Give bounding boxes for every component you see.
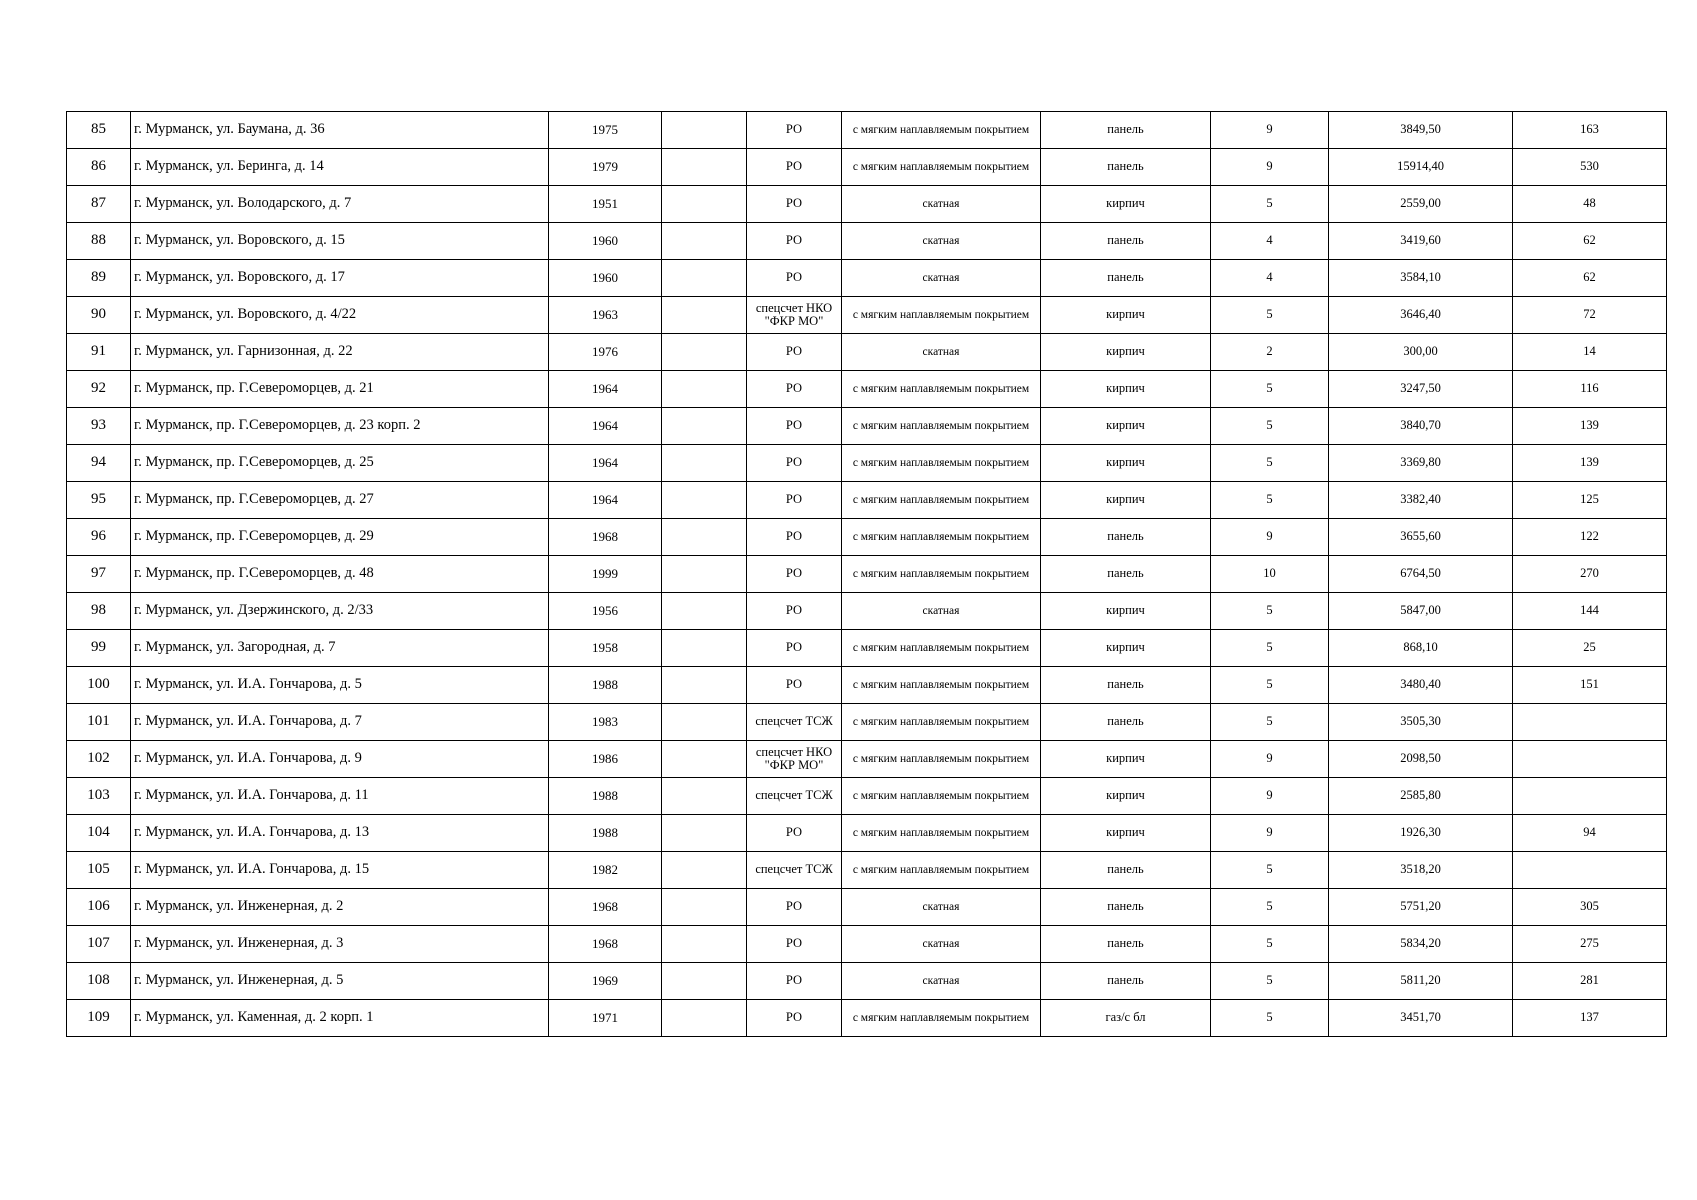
wall-material-cell: панель (1041, 704, 1211, 741)
empty-cell (662, 630, 747, 667)
table-row (67, 371, 1667, 408)
roof-type-cell: с мягким наплавляемым покрытием (842, 149, 1041, 186)
table-row (67, 186, 1667, 223)
wall-material-cell: кирпич (1041, 815, 1211, 852)
fund-method-cell: РО (747, 556, 842, 593)
area-cell: 3451,70 (1329, 1000, 1513, 1037)
fund-method-cell: спецсчет НКО "ФКР МО" (747, 741, 842, 778)
row-number-cell: 92 (67, 371, 131, 408)
row-number-cell: 95 (67, 482, 131, 519)
wall-material-cell: панель (1041, 926, 1211, 963)
row-number-cell: 100 (67, 667, 131, 704)
floors-cell: 4 (1211, 223, 1329, 260)
residents-cell: 122 (1513, 519, 1667, 556)
table-row (67, 556, 1667, 593)
area-cell: 3369,80 (1329, 445, 1513, 482)
wall-material-cell: панель (1041, 889, 1211, 926)
wall-material-cell: кирпич (1041, 186, 1211, 223)
build-year-cell: 1976 (549, 334, 662, 371)
residents-cell: 94 (1513, 815, 1667, 852)
build-year-cell: 1963 (549, 297, 662, 334)
area-cell: 3655,60 (1329, 519, 1513, 556)
empty-cell (662, 408, 747, 445)
floors-cell: 5 (1211, 963, 1329, 1000)
build-year-cell: 1964 (549, 408, 662, 445)
fund-method-cell: РО (747, 815, 842, 852)
residents-cell: 116 (1513, 371, 1667, 408)
empty-cell (662, 704, 747, 741)
area-cell: 3840,70 (1329, 408, 1513, 445)
table-row (67, 815, 1667, 852)
wall-material-cell: панель (1041, 223, 1211, 260)
row-number-cell: 88 (67, 223, 131, 260)
fund-method-cell: РО (747, 371, 842, 408)
build-year-cell: 1982 (549, 852, 662, 889)
area-cell: 300,00 (1329, 334, 1513, 371)
row-number-cell: 103 (67, 778, 131, 815)
roof-type-cell: скатная (842, 260, 1041, 297)
floors-cell: 5 (1211, 186, 1329, 223)
roof-type-cell: скатная (842, 334, 1041, 371)
roof-type-cell: скатная (842, 926, 1041, 963)
table-row (67, 667, 1667, 704)
table-row (67, 260, 1667, 297)
build-year-cell: 1968 (549, 519, 662, 556)
roof-type-cell: с мягким наплавляемым покрытием (842, 852, 1041, 889)
residents-cell: 137 (1513, 1000, 1667, 1037)
address-cell: г. Мурманск, ул. Дзержинского, д. 2/33 (131, 593, 549, 630)
floors-cell: 9 (1211, 149, 1329, 186)
empty-cell (662, 852, 747, 889)
empty-cell (662, 112, 747, 149)
area-cell: 5834,20 (1329, 926, 1513, 963)
area-cell: 3584,10 (1329, 260, 1513, 297)
empty-cell (662, 482, 747, 519)
empty-cell (662, 815, 747, 852)
empty-cell (662, 741, 747, 778)
table-row (67, 852, 1667, 889)
fund-method-cell: спецсчет ТСЖ (747, 704, 842, 741)
empty-cell (662, 149, 747, 186)
floors-cell: 5 (1211, 482, 1329, 519)
wall-material-cell: панель (1041, 112, 1211, 149)
roof-type-cell: с мягким наплавляемым покрытием (842, 741, 1041, 778)
row-number-cell: 98 (67, 593, 131, 630)
row-number-cell: 99 (67, 630, 131, 667)
address-cell: г. Мурманск, пр. Г.Североморцев, д. 25 (131, 445, 549, 482)
empty-cell (662, 371, 747, 408)
build-year-cell: 1964 (549, 482, 662, 519)
empty-cell (662, 667, 747, 704)
table-body (67, 112, 1667, 1037)
build-year-cell: 1956 (549, 593, 662, 630)
fund-method-cell: РО (747, 223, 842, 260)
address-cell: г. Мурманск, ул. И.А. Гончарова, д. 7 (131, 704, 549, 741)
table-row (67, 704, 1667, 741)
table-row (67, 112, 1667, 149)
fund-method-cell: РО (747, 408, 842, 445)
address-cell: г. Мурманск, ул. Баумана, д. 36 (131, 112, 549, 149)
wall-material-cell: панель (1041, 519, 1211, 556)
area-cell: 1926,30 (1329, 815, 1513, 852)
wall-material-cell: кирпич (1041, 408, 1211, 445)
table-row (67, 741, 1667, 778)
area-cell: 3382,40 (1329, 482, 1513, 519)
floors-cell: 9 (1211, 519, 1329, 556)
build-year-cell: 1988 (549, 667, 662, 704)
empty-cell (662, 593, 747, 630)
roof-type-cell: с мягким наплавляемым покрытием (842, 297, 1041, 334)
roof-type-cell: скатная (842, 223, 1041, 260)
floors-cell: 5 (1211, 667, 1329, 704)
fund-method-cell: РО (747, 260, 842, 297)
row-number-cell: 94 (67, 445, 131, 482)
row-number-cell: 97 (67, 556, 131, 593)
row-number-cell: 87 (67, 186, 131, 223)
build-year-cell: 1975 (549, 112, 662, 149)
residents-cell: 14 (1513, 334, 1667, 371)
area-cell: 5751,20 (1329, 889, 1513, 926)
address-cell: г. Мурманск, ул. И.А. Гончарова, д. 15 (131, 852, 549, 889)
residents-cell: 530 (1513, 149, 1667, 186)
table-row (67, 445, 1667, 482)
empty-cell (662, 334, 747, 371)
area-cell: 3247,50 (1329, 371, 1513, 408)
empty-cell (662, 223, 747, 260)
residents-cell (1513, 852, 1667, 889)
build-year-cell: 1983 (549, 704, 662, 741)
address-cell: г. Мурманск, ул. Инженерная, д. 5 (131, 963, 549, 1000)
table-row (67, 408, 1667, 445)
roof-type-cell: скатная (842, 963, 1041, 1000)
residents-cell: 62 (1513, 260, 1667, 297)
table-row (67, 963, 1667, 1000)
floors-cell: 5 (1211, 297, 1329, 334)
build-year-cell: 1964 (549, 371, 662, 408)
fund-method-cell: спецсчет ТСЖ (747, 778, 842, 815)
address-cell: г. Мурманск, пр. Г.Североморцев, д. 27 (131, 482, 549, 519)
area-cell: 5847,00 (1329, 593, 1513, 630)
residents-cell: 275 (1513, 926, 1667, 963)
roof-type-cell: с мягким наплавляемым покрытием (842, 815, 1041, 852)
wall-material-cell: кирпич (1041, 371, 1211, 408)
floors-cell: 5 (1211, 852, 1329, 889)
roof-type-cell: скатная (842, 593, 1041, 630)
area-cell: 6764,50 (1329, 556, 1513, 593)
table-row (67, 593, 1667, 630)
wall-material-cell: панель (1041, 852, 1211, 889)
address-cell: г. Мурманск, ул. Загородная, д. 7 (131, 630, 549, 667)
area-cell: 3518,20 (1329, 852, 1513, 889)
area-cell: 3505,30 (1329, 704, 1513, 741)
fund-method-cell: РО (747, 482, 842, 519)
fund-method-cell: РО (747, 630, 842, 667)
row-number-cell: 106 (67, 889, 131, 926)
address-cell: г. Мурманск, ул. Гарнизонная, д. 22 (131, 334, 549, 371)
residents-cell: 270 (1513, 556, 1667, 593)
roof-type-cell: скатная (842, 889, 1041, 926)
residents-cell: 48 (1513, 186, 1667, 223)
floors-cell: 4 (1211, 260, 1329, 297)
empty-cell (662, 778, 747, 815)
residents-cell: 281 (1513, 963, 1667, 1000)
area-cell: 2559,00 (1329, 186, 1513, 223)
row-number-cell: 107 (67, 926, 131, 963)
table-row (67, 519, 1667, 556)
table-row (67, 1000, 1667, 1037)
build-year-cell: 1988 (549, 778, 662, 815)
fund-method-cell: РО (747, 593, 842, 630)
table-row (67, 334, 1667, 371)
residents-cell: 144 (1513, 593, 1667, 630)
empty-cell (662, 556, 747, 593)
address-cell: г. Мурманск, ул. Каменная, д. 2 корп. 1 (131, 1000, 549, 1037)
roof-type-cell: с мягким наплавляемым покрытием (842, 630, 1041, 667)
roof-type-cell: с мягким наплавляемым покрытием (842, 1000, 1041, 1037)
table-row (67, 630, 1667, 667)
area-cell: 3480,40 (1329, 667, 1513, 704)
address-cell: г. Мурманск, пр. Г.Североморцев, д. 29 (131, 519, 549, 556)
roof-type-cell: с мягким наплавляемым покрытием (842, 445, 1041, 482)
address-cell: г. Мурманск, пр. Г.Североморцев, д. 48 (131, 556, 549, 593)
wall-material-cell: газ/с бл (1041, 1000, 1211, 1037)
address-cell: г. Мурманск, пр. Г.Североморцев, д. 23 корп. 2 (131, 408, 549, 445)
roof-type-cell: с мягким наплавляемым покрытием (842, 667, 1041, 704)
fund-method-cell: РО (747, 186, 842, 223)
floors-cell: 9 (1211, 741, 1329, 778)
wall-material-cell: панель (1041, 667, 1211, 704)
wall-material-cell: кирпич (1041, 778, 1211, 815)
area-cell: 3646,40 (1329, 297, 1513, 334)
residents-cell: 139 (1513, 408, 1667, 445)
wall-material-cell: панель (1041, 149, 1211, 186)
table-row (67, 926, 1667, 963)
residents-cell (1513, 704, 1667, 741)
empty-cell (662, 1000, 747, 1037)
fund-method-cell: РО (747, 445, 842, 482)
fund-method-cell: РО (747, 149, 842, 186)
row-number-cell: 108 (67, 963, 131, 1000)
wall-material-cell: кирпич (1041, 593, 1211, 630)
empty-cell (662, 926, 747, 963)
address-cell: г. Мурманск, ул. Володарского, д. 7 (131, 186, 549, 223)
roof-type-cell: с мягким наплавляемым покрытием (842, 556, 1041, 593)
floors-cell: 5 (1211, 926, 1329, 963)
wall-material-cell: кирпич (1041, 741, 1211, 778)
wall-material-cell: кирпич (1041, 482, 1211, 519)
table-row (67, 889, 1667, 926)
wall-material-cell: панель (1041, 556, 1211, 593)
empty-cell (662, 963, 747, 1000)
floors-cell: 5 (1211, 371, 1329, 408)
empty-cell (662, 519, 747, 556)
residents-cell: 305 (1513, 889, 1667, 926)
fund-method-cell: РО (747, 889, 842, 926)
build-year-cell: 1986 (549, 741, 662, 778)
row-number-cell: 102 (67, 741, 131, 778)
floors-cell: 9 (1211, 112, 1329, 149)
address-cell: г. Мурманск, ул. Беринга, д. 14 (131, 149, 549, 186)
empty-cell (662, 186, 747, 223)
floors-cell: 5 (1211, 704, 1329, 741)
address-cell: г. Мурманск, ул. Воровского, д. 17 (131, 260, 549, 297)
floors-cell: 10 (1211, 556, 1329, 593)
wall-material-cell: кирпич (1041, 445, 1211, 482)
residents-cell: 25 (1513, 630, 1667, 667)
row-number-cell: 105 (67, 852, 131, 889)
residents-cell: 62 (1513, 223, 1667, 260)
floors-cell: 5 (1211, 889, 1329, 926)
build-year-cell: 1964 (549, 445, 662, 482)
fund-method-cell: РО (747, 519, 842, 556)
build-year-cell: 1971 (549, 1000, 662, 1037)
fund-method-cell: РО (747, 1000, 842, 1037)
row-number-cell: 89 (67, 260, 131, 297)
row-number-cell: 96 (67, 519, 131, 556)
build-year-cell: 1958 (549, 630, 662, 667)
floors-cell: 5 (1211, 630, 1329, 667)
residents-cell: 151 (1513, 667, 1667, 704)
empty-cell (662, 297, 747, 334)
empty-cell (662, 889, 747, 926)
build-year-cell: 1968 (549, 889, 662, 926)
wall-material-cell: панель (1041, 260, 1211, 297)
row-number-cell: 104 (67, 815, 131, 852)
build-year-cell: 1979 (549, 149, 662, 186)
row-number-cell: 93 (67, 408, 131, 445)
row-number-cell: 109 (67, 1000, 131, 1037)
residents-cell (1513, 741, 1667, 778)
roof-type-cell: с мягким наплавляемым покрытием (842, 482, 1041, 519)
row-number-cell: 91 (67, 334, 131, 371)
area-cell: 3849,50 (1329, 112, 1513, 149)
area-cell: 2585,80 (1329, 778, 1513, 815)
address-cell: г. Мурманск, ул. И.А. Гончарова, д. 9 (131, 741, 549, 778)
residents-cell: 163 (1513, 112, 1667, 149)
build-year-cell: 1969 (549, 963, 662, 1000)
area-cell: 2098,50 (1329, 741, 1513, 778)
empty-cell (662, 260, 747, 297)
roof-type-cell: с мягким наплавляемым покрытием (842, 519, 1041, 556)
residents-cell: 139 (1513, 445, 1667, 482)
roof-type-cell: с мягким наплавляемым покрытием (842, 704, 1041, 741)
table-row (67, 778, 1667, 815)
empty-cell (662, 445, 747, 482)
address-cell: г. Мурманск, пр. Г.Североморцев, д. 21 (131, 371, 549, 408)
build-year-cell: 1951 (549, 186, 662, 223)
residents-cell (1513, 778, 1667, 815)
wall-material-cell: кирпич (1041, 630, 1211, 667)
table-row (67, 482, 1667, 519)
area-cell: 868,10 (1329, 630, 1513, 667)
area-cell: 3419,60 (1329, 223, 1513, 260)
roof-type-cell: скатная (842, 186, 1041, 223)
floors-cell: 5 (1211, 408, 1329, 445)
row-number-cell: 85 (67, 112, 131, 149)
wall-material-cell: панель (1041, 963, 1211, 1000)
address-cell: г. Мурманск, ул. Воровского, д. 4/22 (131, 297, 549, 334)
fund-method-cell: РО (747, 926, 842, 963)
table-row (67, 149, 1667, 186)
address-cell: г. Мурманск, ул. Инженерная, д. 3 (131, 926, 549, 963)
fund-method-cell: РО (747, 963, 842, 1000)
fund-method-cell: спецсчет ТСЖ (747, 852, 842, 889)
residents-cell: 72 (1513, 297, 1667, 334)
address-cell: г. Мурманск, ул. И.А. Гончарова, д. 13 (131, 815, 549, 852)
floors-cell: 9 (1211, 815, 1329, 852)
roof-type-cell: с мягким наплавляемым покрытием (842, 112, 1041, 149)
housing-registry-table (66, 111, 1667, 1037)
table-row (67, 223, 1667, 260)
roof-type-cell: с мягким наплавляемым покрытием (842, 408, 1041, 445)
area-cell: 15914,40 (1329, 149, 1513, 186)
address-cell: г. Мурманск, ул. Инженерная, д. 2 (131, 889, 549, 926)
floors-cell: 5 (1211, 445, 1329, 482)
fund-method-cell: РО (747, 112, 842, 149)
roof-type-cell: с мягким наплавляемым покрытием (842, 371, 1041, 408)
floors-cell: 2 (1211, 334, 1329, 371)
build-year-cell: 1988 (549, 815, 662, 852)
fund-method-cell: спецсчет НКО "ФКР МО" (747, 297, 842, 334)
wall-material-cell: кирпич (1041, 334, 1211, 371)
row-number-cell: 90 (67, 297, 131, 334)
wall-material-cell: кирпич (1041, 297, 1211, 334)
address-cell: г. Мурманск, ул. И.А. Гончарова, д. 11 (131, 778, 549, 815)
row-number-cell: 101 (67, 704, 131, 741)
fund-method-cell: РО (747, 334, 842, 371)
area-cell: 5811,20 (1329, 963, 1513, 1000)
residents-cell: 125 (1513, 482, 1667, 519)
floors-cell: 5 (1211, 1000, 1329, 1037)
build-year-cell: 1999 (549, 556, 662, 593)
address-cell: г. Мурманск, ул. Воровского, д. 15 (131, 223, 549, 260)
build-year-cell: 1960 (549, 260, 662, 297)
build-year-cell: 1960 (549, 223, 662, 260)
floors-cell: 5 (1211, 593, 1329, 630)
row-number-cell: 86 (67, 149, 131, 186)
address-cell: г. Мурманск, ул. И.А. Гончарова, д. 5 (131, 667, 549, 704)
roof-type-cell: с мягким наплавляемым покрытием (842, 778, 1041, 815)
floors-cell: 9 (1211, 778, 1329, 815)
build-year-cell: 1968 (549, 926, 662, 963)
fund-method-cell: РО (747, 667, 842, 704)
table-row (67, 297, 1667, 334)
